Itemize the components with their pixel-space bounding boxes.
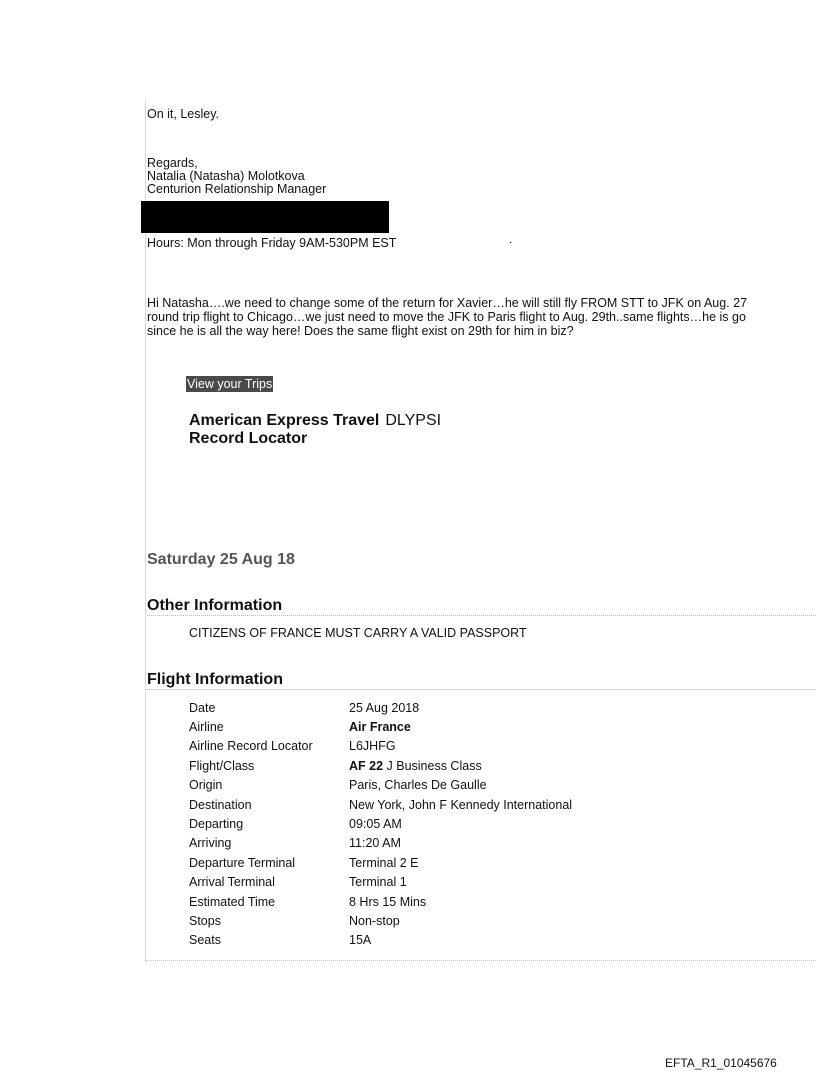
flight-number: AF 22 xyxy=(349,758,384,773)
table-row xyxy=(189,737,572,756)
row-label: Origin xyxy=(189,778,223,793)
table-row xyxy=(189,911,572,930)
table-row xyxy=(189,717,572,736)
message-line-3: since he is all the way here! Does the same flight exist on 29th for him in biz? xyxy=(147,324,574,338)
table-row xyxy=(189,795,572,814)
row-value: 11:20 AM xyxy=(349,836,401,851)
row-label: Stops xyxy=(189,913,221,928)
row-value: Terminal 1 xyxy=(349,875,407,890)
row-value: 8 Hrs 15 Mins xyxy=(349,894,427,909)
row-value xyxy=(349,756,572,775)
day-heading: Saturday 25 Aug 18 xyxy=(147,551,295,568)
document-id: EFTA_R1_01045676 xyxy=(665,1056,777,1070)
row-label: Flight/Class xyxy=(189,758,255,773)
record-locator-block xyxy=(189,412,441,448)
signature-title: Centurion Relationship Manager xyxy=(147,182,327,196)
table-row xyxy=(189,814,572,833)
row-value: Paris, Charles De Gaulle xyxy=(349,778,487,793)
view-trips-link[interactable]: View your Trips xyxy=(187,377,273,391)
row-label: Estimated Time xyxy=(189,894,276,909)
row-value: 25 Aug 2018 xyxy=(349,700,420,715)
row-label: Airline Record Locator xyxy=(189,739,313,754)
record-locator-label: American Express Travel xyxy=(189,412,380,429)
signature-block xyxy=(147,157,326,196)
flight-details-table xyxy=(189,698,572,950)
row-label: Departing xyxy=(189,817,244,832)
table-row xyxy=(189,756,572,775)
signature-hours: Hours: Mon through Friday 9AM-530PM EST xyxy=(147,236,397,250)
row-value: 15A xyxy=(349,933,372,948)
other-information-heading: Other Information xyxy=(147,597,816,616)
row-label: Seats xyxy=(189,933,221,948)
row-label: Departure Terminal xyxy=(189,855,296,870)
message-line-1: Hi Natasha….we need to change some of the return for Xavier…he will still fly FROM STT to JFK on Aug. 27 xyxy=(147,296,748,310)
table-row xyxy=(189,873,572,892)
record-locator-label-2: Record Locator xyxy=(189,430,308,447)
row-label: Airline xyxy=(189,720,224,735)
table-row xyxy=(189,892,572,911)
row-label: Arrival Terminal xyxy=(189,875,275,890)
row-value: New York, John F Kennedy International xyxy=(349,797,573,812)
reply-text: On it, Lesley. xyxy=(147,107,220,121)
row-label: Destination xyxy=(189,797,252,812)
table-row xyxy=(189,698,572,717)
row-value xyxy=(349,717,572,736)
signature-closing: Regards, xyxy=(147,156,198,170)
record-locator-code: DLYPSI xyxy=(385,412,442,429)
airline-name: Air France xyxy=(349,720,411,735)
redaction-bar xyxy=(141,201,389,233)
passport-notice: CITIZENS OF FRANCE MUST CARRY A VALID PASSPORT xyxy=(189,626,527,640)
row-label: Arriving xyxy=(189,836,232,851)
bottom-divider xyxy=(146,960,816,961)
table-row xyxy=(189,834,572,853)
row-value: 09:05 AM xyxy=(349,817,402,832)
table-row xyxy=(189,853,572,872)
signature-name: Natalia (Natasha) Molotkova xyxy=(147,169,305,183)
row-value: Terminal 2 E xyxy=(349,855,419,870)
row-label: Date xyxy=(189,700,216,715)
table-row xyxy=(189,776,572,795)
table-row xyxy=(189,931,572,950)
flight-information-heading: Flight Information xyxy=(147,671,816,690)
row-value: Non-stop xyxy=(349,913,400,928)
flight-class: J Business Class xyxy=(383,758,482,773)
row-value: L6JHFG xyxy=(349,739,396,754)
message-line-2: round trip flight to Chicago…we just need to move the JFK to Paris flight to Aug. 29th..same flights…he is go xyxy=(147,310,746,324)
stray-mark: . xyxy=(509,232,513,246)
